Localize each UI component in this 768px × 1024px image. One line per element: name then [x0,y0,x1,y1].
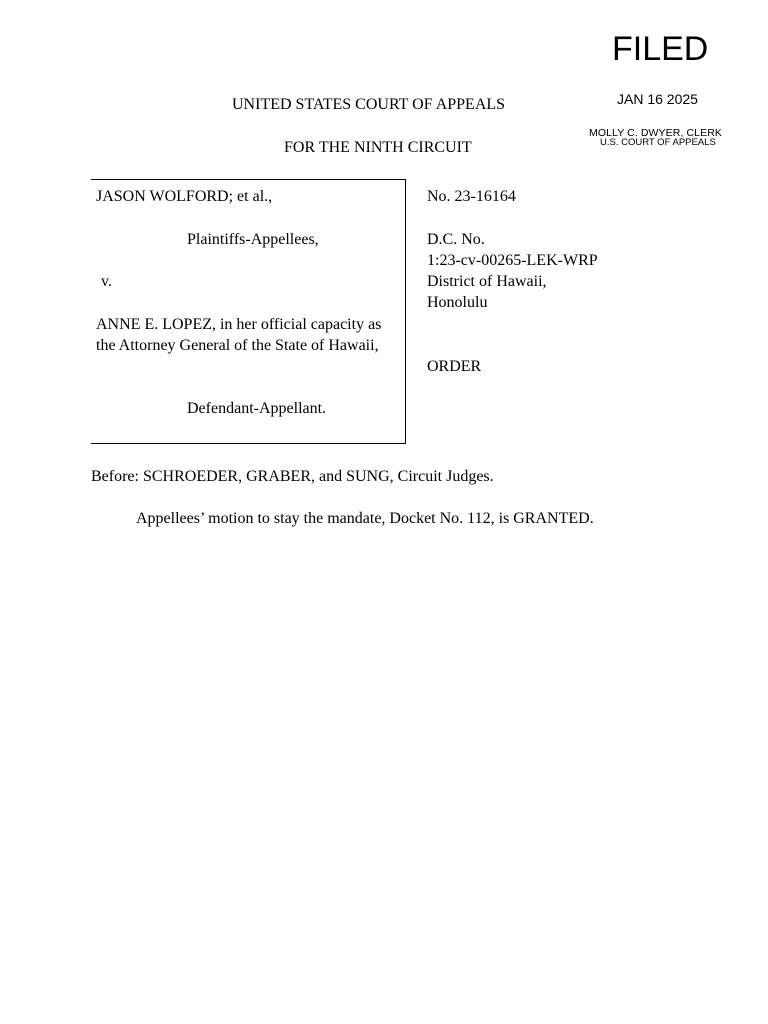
judges-panel: Before: SCHROEDER, GRABER, and SUNG, Circuit Judges. [91,468,494,485]
plaintiff-role: Plaintiffs-Appellees, [187,231,319,248]
circuit-name: FOR THE NINTH CIRCUIT [284,139,472,156]
clerk-name: MOLLY C. DWYER, CLERK [589,127,722,139]
document-type: ORDER [427,358,482,375]
filed-date: JAN 16 2025 [617,91,698,107]
defendant-description: ANNE E. LOPEZ, in her official capacity as the Attorney General of the State of Hawaii, [96,316,382,354]
district-city: Honolulu [427,294,488,311]
versus: v. [101,273,112,290]
defendant-role: Defendant-Appellant. [187,400,327,417]
district-court-label: D.C. No. [427,231,485,248]
district-court-number: 1:23-cv-00265-LEK-WRP [427,252,598,269]
order-text: Appellees’ motion to stay the mandate, Docket No. 112, is GRANTED. [136,510,594,527]
filed-stamp: FILED [612,30,709,68]
court-name: UNITED STATES COURT OF APPEALS [232,96,506,113]
plaintiff-name: JASON WOLFORD; et al., [96,188,273,205]
district-name: District of Hawaii, [427,273,547,290]
case-number: No. 23-16164 [427,188,516,205]
clerk-court: U.S. COURT OF APPEALS [600,137,716,148]
